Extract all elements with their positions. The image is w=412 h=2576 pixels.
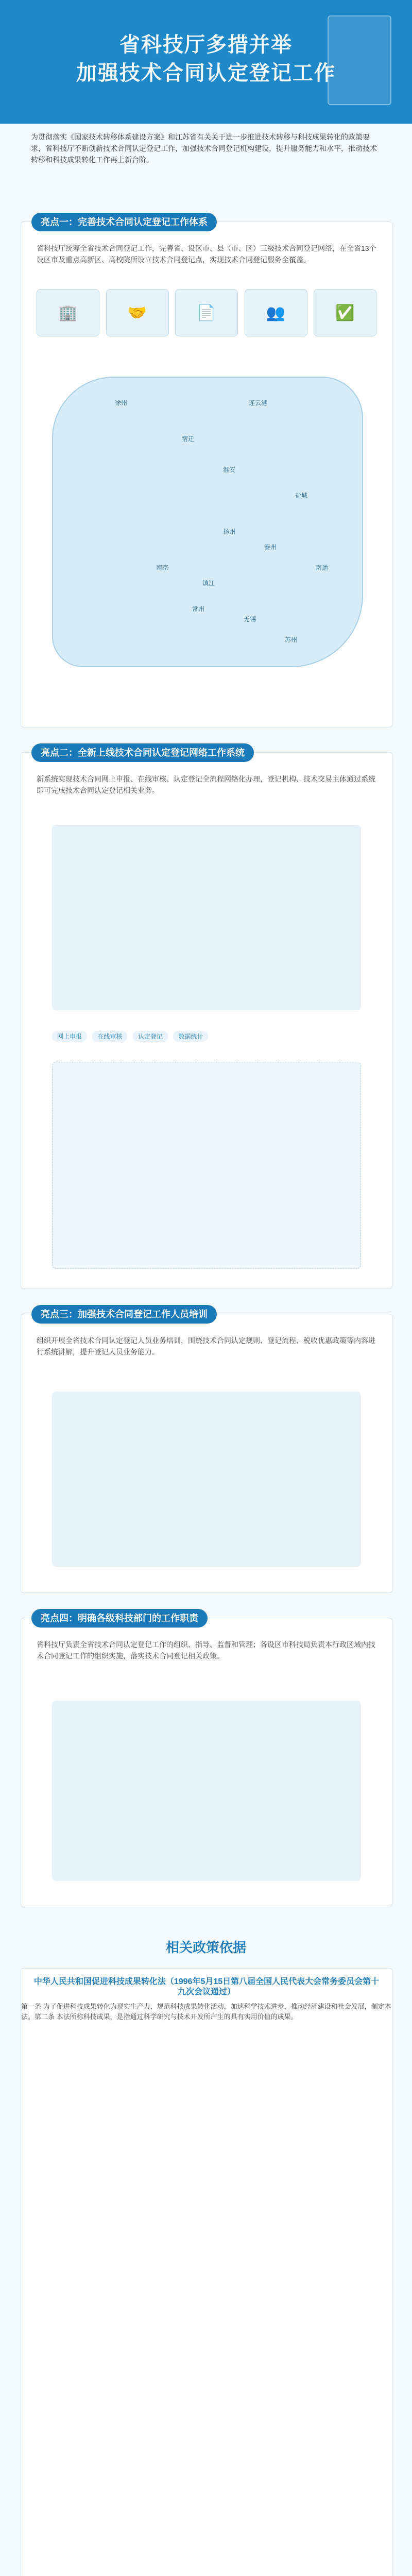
- office-photo: [52, 1701, 361, 1881]
- map-label: 镇江: [202, 580, 215, 587]
- law-text: 第一条 为了促进科技成果转化为现实生产力，规范科技成果转化活动，加速科学技术进步，推动经济建设和社会发展，制定本法。第二条 本法所称科技成果，是指通过科学研究与技术开发所产生的具有实用价值的成果。: [21, 2003, 391, 2021]
- law-title: 中华人民共和国促进科技成果转化法（1996年5月15日第八届全国人民代表大会常务委员会第十九次会议通过）: [33, 1977, 380, 1996]
- policy-heading: 相关政策依据: [165, 1940, 246, 1955]
- map-label: 徐州: [115, 399, 128, 406]
- highlight-two-section: [21, 748, 392, 1289]
- section-heading: 亮点四：明确各级科技部门的工作职责: [31, 1609, 208, 1628]
- section-body: 省科技厅统筹全省技术合同登记工作，完善省、设区市、县（市、区）三级技术合同登记网络，在全省13个设区市及重点高新区、高校院所设立技术合同登记点，实现技术合同登记服务全覆盖。: [37, 244, 376, 264]
- feature-pill: 网上申报: [52, 1031, 87, 1042]
- office-icon: 🏢: [37, 289, 99, 336]
- highlight-one-section: [21, 217, 392, 727]
- intro-paragraph: 为贯彻落实《国家技术转移体系建设方案》和江苏省有关关于进一步推进技术转移与科技成果转化的政策要求，省科技厅不断创新技术合同认定登记工作，加强技术合同登记机构建设，提升服务能力和水平，推动技术转移和科技成果转化工作再上新台阶。: [31, 133, 377, 164]
- workflow-diagram: [52, 1062, 361, 1269]
- map-label: 无锡: [244, 616, 256, 623]
- document-icon: 📄: [175, 289, 238, 336]
- training-photo: [52, 1392, 361, 1567]
- banner-title-line1: 省科技厅多措并举: [119, 33, 293, 56]
- stamp-icon: ✅: [314, 289, 376, 336]
- feature-pills: [52, 1031, 361, 1042]
- header-banner: [0, 0, 412, 124]
- map-label: 盐城: [295, 492, 308, 499]
- section-heading: 亮点三：加强技术合同登记工作人员培训: [31, 1305, 217, 1324]
- feature-pill: 数据统计: [173, 1031, 208, 1042]
- feature-pill: 认定登记: [133, 1031, 168, 1042]
- section-body: 组织开展全省技术合同认定登记人员业务培训，围绕技术合同认定规则、登记流程、税收优惠政策等内容进行系统讲解，提升登记人员业务能力。: [37, 1336, 375, 1356]
- feature-pill: 在线审核: [92, 1031, 127, 1042]
- highlight-four-section: [21, 1613, 392, 1907]
- map-label: 常州: [192, 605, 205, 613]
- map-label: 宿迁: [182, 435, 195, 443]
- map-label: 连云港: [249, 399, 268, 406]
- section-body: 省科技厅负责全省技术合同认定登记工作的组织、指导、监督和管理；各设区市科技局负责本行政区域内技术合同登记工作的组织实施，落实技术合同登记相关政策。: [37, 1640, 375, 1660]
- handshake-icon: 🤝: [106, 289, 169, 336]
- map-label: 泰州: [264, 544, 277, 551]
- people-icon: 👥: [245, 289, 307, 336]
- section-heading: 亮点一：完善技术合同认定登记工作体系: [31, 213, 217, 231]
- section-body: 新系统实现技术合同网上申报、在线审核、认定登记全流程网络化办理，登记机构、技术交易主体通过系统即可完成技术合同认定登记相关业务。: [37, 775, 375, 794]
- law-block-1: [21, 1968, 392, 2576]
- section-heading: 亮点二：全新上线技术合同认定登记网络工作系统: [31, 743, 254, 762]
- map-label: 南京: [156, 564, 169, 571]
- map-label: 苏州: [285, 636, 298, 643]
- icon-row: [37, 289, 376, 335]
- province-map: [52, 377, 363, 667]
- highlight-three-section: [21, 1309, 392, 1593]
- banner-title-line2: 加强技术合同认定登记工作: [76, 62, 336, 84]
- map-label: 南通: [316, 564, 329, 571]
- world-network-graphic: [52, 825, 361, 1010]
- map-label: 淮安: [223, 466, 236, 473]
- map-label: 扬州: [223, 528, 236, 535]
